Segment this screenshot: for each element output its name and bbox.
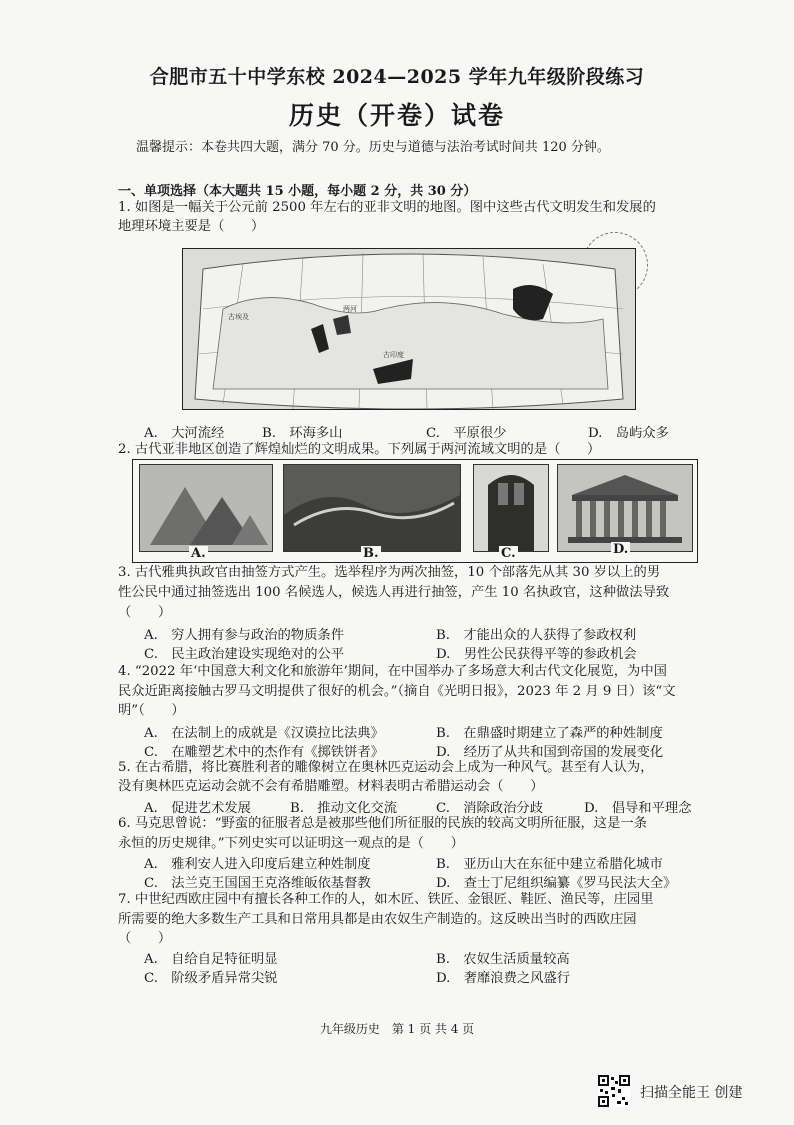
q1-line2: 地理环境主要是（ ） bbox=[118, 219, 265, 234]
q4-line2: 民众近距离接触古罗马文明提供了很好的机会。”（摘自《光明日报》，2023 年 2 月 9 日）该“文 bbox=[118, 684, 676, 699]
q3-line1: 3. 古代雅典执政官由抽签方式产生。选举程序为两次抽签，10 个部落先从其 30 岁以上的男 bbox=[118, 565, 661, 580]
pyramids-image bbox=[139, 464, 273, 552]
q5-line1: 5. 在古希腊，将比赛胜利者的雕像树立在奥林匹克运动会上成为一种风气。甚至有人认为， bbox=[118, 760, 654, 775]
q4-line1: 4. “2022 年‘中国意大利文化和旅游年’期间，在中国举办了多场意大利古代文化展览，为中国 bbox=[118, 664, 667, 679]
q7-line2: 所需要的绝大多数生产工具和日常用具都是由农奴生产制造的。这反映出当时的西欧庄园 bbox=[118, 912, 637, 927]
q2-images-strip bbox=[132, 459, 698, 563]
q1-option-c[interactable]: C. 平原很少 bbox=[426, 426, 507, 441]
q3-option-c[interactable]: C. 民主政治建设实现绝对的公平 bbox=[144, 647, 345, 662]
q4-option-a[interactable]: A. 在法制上的成就是《汉谟拉比法典》 bbox=[144, 726, 384, 741]
hammurabi-stele-image bbox=[473, 464, 549, 552]
q2-label-b: B. bbox=[363, 546, 379, 561]
page-footer: 九年级历史 第 1 页 共 4 页 bbox=[319, 1022, 475, 1036]
q5-option-b[interactable]: B. 推动文化交流 bbox=[290, 801, 398, 816]
q4-line3: 明”（ ） bbox=[118, 703, 185, 718]
q6-line1: 6. 马克思曾说：“野蛮的征服者总是被那些他们所征服的民族的较高文明所征服，这是一条 bbox=[118, 816, 647, 831]
q2-label-a: A. bbox=[191, 546, 206, 561]
q5-option-a[interactable]: A. 促进艺术发展 bbox=[144, 801, 251, 816]
qr-code-icon bbox=[598, 1075, 630, 1107]
parthenon-image bbox=[557, 464, 693, 552]
q7-line3: （ ） bbox=[118, 931, 172, 946]
q6-option-c[interactable]: C. 法兰克王国国王克洛维皈依基督教 bbox=[144, 876, 371, 891]
q3-option-b[interactable]: B. 才能出众的人获得了参政权利 bbox=[436, 628, 637, 643]
q3-option-d[interactable]: D. 男性公民获得平等的参政机会 bbox=[436, 647, 637, 662]
q7-option-c[interactable]: C. 阶级矛盾异常尖锐 bbox=[144, 971, 278, 986]
svg-text:古埃及: 古埃及 bbox=[228, 313, 249, 321]
q3-option-a[interactable]: A. 穷人拥有参与政治的物质条件 bbox=[144, 628, 344, 643]
q3-line2: 性公民中通过抽签选出 100 名候选人，候选人再进行抽签，产生 10 名执政官，这种做法导致 bbox=[118, 585, 670, 600]
q7-line1: 7. 中世纪西欧庄园中有擅长各种工作的人，如木匠、铁匠、金银匠、鞋匠、渔民等，庄园里 bbox=[118, 892, 654, 907]
q1-line1: 1. 如图是一幅关于公元前 2500 年左右的亚非文明的地图。图中这些古代文明发生和发展的 bbox=[118, 200, 656, 215]
q5-option-d[interactable]: D. 倡导和平理念 bbox=[584, 801, 692, 816]
exam-title: 合肥市五十中学东校 2024—2025 学年九年级阶段练习 bbox=[149, 66, 645, 88]
q2-label-d: D. bbox=[613, 542, 629, 557]
svg-text:古印度: 古印度 bbox=[383, 351, 404, 359]
q6-line2: 永恒的历史规律。”下列史实可以证明这一观点的是（ ） bbox=[118, 836, 464, 851]
section-title: 一、单项选择（本大题共 15 小题，每小题 2 分，共 30 分） bbox=[118, 184, 477, 199]
q2-label-c: C. bbox=[501, 546, 516, 561]
q2-line1: 2. 古代亚非地区创造了辉煌灿烂的文明成果。下列属于两河流域文明的是（ ） bbox=[118, 442, 601, 457]
q6-option-a[interactable]: A. 雅利安人进入印度后建立种姓制度 bbox=[144, 857, 371, 872]
q4-option-b[interactable]: B. 在鼎盛时期建立了森严的种姓制度 bbox=[436, 726, 663, 741]
q6-option-b[interactable]: B. 亚历山大在东征中建立希腊化城市 bbox=[436, 857, 663, 872]
ancient-civilization-map bbox=[183, 249, 635, 409]
q1-option-a[interactable]: A. 大河流经 bbox=[144, 426, 225, 441]
q5-option-c[interactable]: C. 消除政治分歧 bbox=[436, 801, 544, 816]
q7-option-a[interactable]: A. 自给自足特征明显 bbox=[144, 952, 278, 967]
q6-option-d[interactable]: D. 查士丁尼组织编纂《罗马民法大全》 bbox=[436, 876, 677, 891]
q7-option-d[interactable]: D. 奢靡浪费之风盛行 bbox=[436, 971, 571, 986]
q1-option-b[interactable]: B. 环海多山 bbox=[262, 426, 343, 441]
exam-subtitle: 历史（开卷）试卷 bbox=[288, 101, 505, 130]
q7-option-b[interactable]: B. 农奴生活质量较高 bbox=[436, 952, 570, 967]
q5-line2: 没有奥林匹克运动会就不会有希腊雕塑。材料表明古希腊运动会（ ） bbox=[118, 779, 544, 794]
q1-map-figure bbox=[182, 248, 636, 410]
exam-tip: 温馨提示：本卷共四大题，满分 70 分。历史与道德与法治考试时间共 120 分钟。 bbox=[136, 140, 610, 155]
q4-option-d[interactable]: D. 经历了从共和国到帝国的发展变化 bbox=[436, 745, 664, 760]
q1-option-d[interactable]: D. 岛屿众多 bbox=[588, 426, 669, 441]
q3-line3: （ ） bbox=[118, 605, 172, 620]
scanner-watermark: 扫描全能王 创建 bbox=[640, 1085, 743, 1101]
q4-option-c[interactable]: C. 在雕塑艺术中的杰作有《掷铁饼者》 bbox=[144, 745, 384, 760]
svg-text:两河: 两河 bbox=[343, 305, 357, 313]
great-wall-image bbox=[283, 464, 461, 552]
